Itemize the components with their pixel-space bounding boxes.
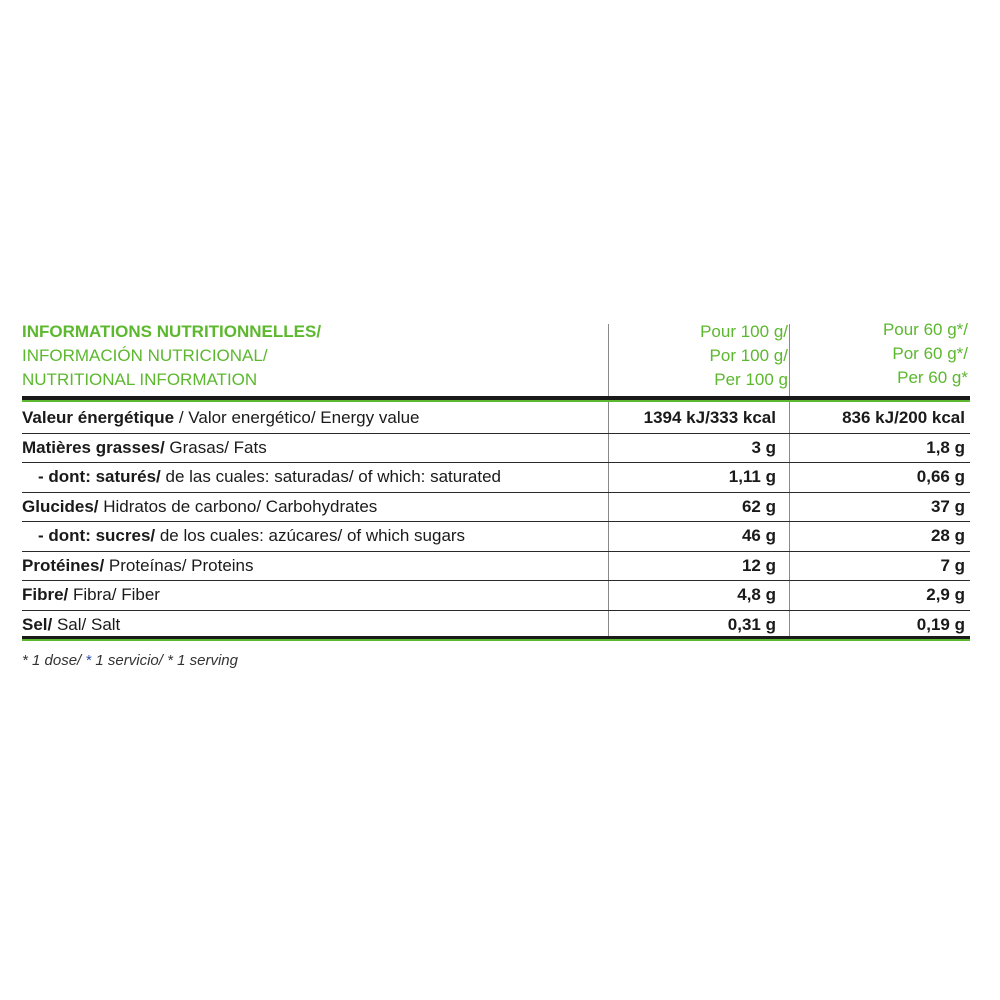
header-per-60g-line: Pour 60 g*/: [882, 320, 968, 339]
nutrient-name: [22, 581, 160, 610]
nutrient-name: [38, 522, 465, 551]
nutrient-name-translations: Fibra/ Fiber: [68, 585, 160, 604]
serving-footnote: [22, 652, 238, 669]
value-per-100g: 4,8 g: [737, 585, 776, 604]
table-body: [22, 404, 970, 639]
value-per-100g: 3 g: [751, 437, 776, 457]
nutrient-name: [22, 611, 120, 640]
value-per-100g: 0,31 g: [727, 614, 776, 634]
nutrient-name-fr: - dont: sucres/: [38, 526, 156, 545]
value-per-100g: 12 g: [741, 555, 776, 575]
nutrient-name-translations: / Valor energético/ Energy value: [174, 408, 420, 427]
value-per-serving: 37 g: [930, 496, 965, 516]
nutrient-name-fr: Fibre/: [22, 585, 69, 604]
nutrient-name-translations: Hidratos de carbono/ Carbohydrates: [98, 496, 378, 516]
value-per-serving: 7 g: [940, 555, 965, 575]
nutrient-name-fr: Matières grasses/: [22, 437, 165, 457]
header-title-line: NUTRITIONAL INFORMATION: [22, 370, 258, 389]
footnote-dose: * 1 dose/: [22, 652, 86, 669]
nutrient-name: [22, 493, 377, 522]
nutrient-name-translations: Proteínas/ Proteins: [104, 555, 254, 575]
nutrient-name-fr: Glucides/: [22, 496, 99, 516]
table-row: [22, 493, 970, 523]
nutrient-name-fr: Sel/: [22, 614, 53, 634]
nutrient-name: [38, 463, 501, 492]
table-row: [22, 611, 970, 640]
value-per-100g: 46 g: [741, 526, 776, 545]
nutrient-name-translations: de los cuales: azúcares/ of which sugars: [155, 526, 466, 545]
value-per-serving: 28 g: [930, 526, 965, 545]
nutrient-name-fr: Valeur énergétique: [22, 408, 175, 427]
table-row: [22, 463, 970, 493]
header-per-60g-line: Per 60 g*: [897, 368, 968, 387]
header-per-60g: [788, 318, 968, 394]
value-per-100g: 62 g: [741, 496, 776, 516]
nutrient-name: [22, 434, 267, 463]
footnote-star: *: [85, 652, 92, 669]
nutrient-name-translations: Sal/ Salt: [52, 614, 121, 634]
value-per-100g: 1394 kJ/333 kcal: [643, 408, 776, 427]
value-per-100g: 1,11 g: [728, 467, 776, 486]
table-row: [22, 434, 970, 464]
nutrient-name-translations: Grasas/ Fats: [164, 437, 267, 457]
header-per-100g-line: Por 100 g/: [709, 346, 788, 365]
table-header: [22, 318, 970, 394]
header-title-line: INFORMACIÓN NUTRICIONAL/: [22, 346, 268, 365]
header-per-60g-line: Por 60 g*/: [892, 344, 968, 363]
header-title-line: INFORMATIONS NUTRITIONNELLES/: [22, 322, 322, 341]
footer-rule: [22, 636, 970, 641]
footnote-serving: 1 servicio/ * 1 serving: [91, 652, 238, 669]
table-row: [22, 552, 970, 582]
nutrient-name: [22, 404, 420, 433]
header-title: [22, 318, 608, 396]
header-per-100g: [608, 318, 788, 396]
value-per-serving: 2,9 g: [926, 585, 965, 604]
table-row: [22, 581, 970, 611]
value-per-serving: 0,19 g: [916, 614, 965, 634]
value-per-serving: 836 kJ/200 kcal: [842, 408, 965, 427]
value-per-serving: 1,8 g: [926, 437, 965, 457]
nutrient-name-fr: Protéines/: [22, 555, 105, 575]
nutrient-name: [22, 552, 254, 581]
header-per-100g-line: Per 100 g: [714, 370, 788, 389]
header-rule: [22, 396, 970, 402]
nutrition-table: [22, 318, 970, 634]
nutrient-name-translations: de las cuales: saturadas/ of which: saturated: [160, 467, 501, 486]
header-per-100g-line: Pour 100 g/: [700, 322, 788, 341]
nutrient-name-fr: - dont: saturés/: [38, 467, 161, 486]
table-row: [22, 404, 970, 434]
value-per-serving: 0,66 g: [916, 467, 965, 486]
table-row: [22, 522, 970, 552]
